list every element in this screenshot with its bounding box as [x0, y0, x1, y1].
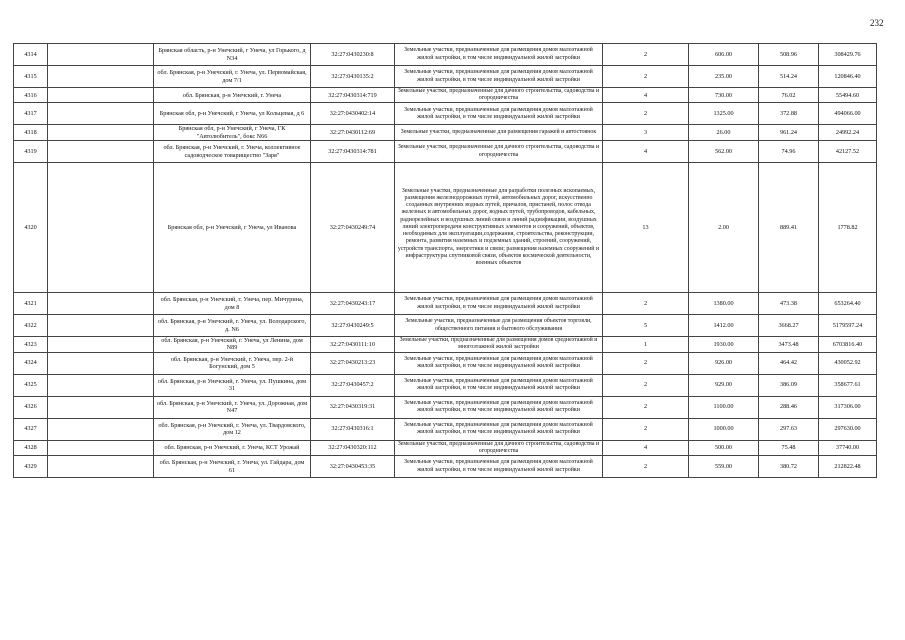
land-use-cell: Земельные участки, предназначенные для размещения домов малоэтажной жилой застройки, в том числе индивидуальной жилой застройки [395, 103, 603, 125]
row-number-cell: 4320 [14, 163, 48, 293]
specific-value-cell: 3668.27 [759, 315, 819, 337]
cadastral-number-cell: 32:27:0430402:14 [311, 103, 395, 125]
empty-cell [48, 44, 154, 66]
area-cell: 929.00 [689, 374, 759, 396]
land-use-cell: Земельные участки, предназначенные для размещения домов малоэтажной жилой застройки, в том числе индивидуальной жилой застройки [395, 44, 603, 66]
empty-cell [48, 440, 154, 455]
table-row [14, 374, 877, 396]
empty-cell [48, 293, 154, 315]
area-cell: 562.00 [689, 141, 759, 163]
area-cell: 559.00 [689, 456, 759, 478]
specific-value-cell: 372.88 [759, 103, 819, 125]
specific-value-cell: 386.09 [759, 374, 819, 396]
cadastral-number-cell: 32:27:0430249:74 [311, 163, 395, 293]
cadastral-number-cell: 32:27:0430316:1 [311, 418, 395, 440]
row-number-cell: 4328 [14, 440, 48, 455]
area-cell: 606.00 [689, 44, 759, 66]
table-row [14, 44, 877, 66]
address-cell: обл. Брянская, р-н Унечский, г. Унеча, ул. Твардовского, дом 12 [154, 418, 311, 440]
cadastral-number-cell: 32:27:0430111:10 [311, 337, 395, 353]
cadastral-value-cell: 317306.00 [819, 396, 877, 418]
land-use-cell: Земельные участки, предназначенные для разработки полезных ископаемых, размещения железнодорожных путей, автомобильных дорог, искусственно созданных внутренних водных путей, причалов, пристаней, полос отвода железных и автомобильных дорог, водных путей, трубопроводов, кабельных, радиорелейных и воздушных линий связи и линий радиофикации, воздушных линий электропередачи конструктивных элементов и сооружений, объектов, необходимых для эксплуатации,содержания, строительства, реконструкции, ремонта, развития наземных и подземных зданий, строений, сооружений, устройств транспорта, энергетики и связи; размещения наземных сооружений и инфраструктуры спутниковой связи, объектов космической деятельности, военных объектов [395, 163, 603, 293]
specific-value-cell: 3473.48 [759, 337, 819, 353]
address-cell: обл. Брянская, р-н Унечский, г. Унеча, коллективное садоводческое товарищество "Заря" [154, 141, 311, 163]
area-cell: 1380.00 [689, 293, 759, 315]
area-cell: 1412.00 [689, 315, 759, 337]
group-cell: 2 [603, 456, 689, 478]
group-cell: 2 [603, 293, 689, 315]
empty-cell [48, 103, 154, 125]
empty-cell [48, 352, 154, 374]
cadastral-value-cell: 308429.76 [819, 44, 877, 66]
cadastral-number-cell: 32:27:0430135:2 [311, 66, 395, 88]
area-cell: 26.00 [689, 125, 759, 141]
table-row [14, 352, 877, 374]
group-cell: 2 [603, 374, 689, 396]
group-cell: 4 [603, 88, 689, 103]
row-number-cell: 4325 [14, 374, 48, 396]
empty-cell [48, 418, 154, 440]
table-row [14, 141, 877, 163]
area-cell: 235.00 [689, 66, 759, 88]
group-cell: 5 [603, 315, 689, 337]
cadastral-number-cell: 32:27:0430453:35 [311, 456, 395, 478]
address-cell: Брянская область, р-н Унечский, г Унеча, ул Горького, д N34 [154, 44, 311, 66]
empty-cell [48, 141, 154, 163]
page-number: 232 [870, 18, 884, 28]
cadastral-value-cell: 430052.92 [819, 352, 877, 374]
specific-value-cell: 961.24 [759, 125, 819, 141]
area-cell: 1930.00 [689, 337, 759, 353]
land-use-cell: Земельные участки, предназначенные для размещения объектов торговли, общественного питания и бытового обслуживания [395, 315, 603, 337]
address-cell: Брянская обл, р-н Унечский, г Унеча, ГК "Автолюбитель", бокс N66 [154, 125, 311, 141]
land-use-cell: Земельные участки, предназначенные для размещения домов малоэтажной жилой застройки, в том числе индивидуальной жилой застройки [395, 352, 603, 374]
row-number-cell: 4319 [14, 141, 48, 163]
cadastral-number-cell: 32:27:0430213:23 [311, 352, 395, 374]
cadastral-value-cell: 1778.82 [819, 163, 877, 293]
group-cell: 2 [603, 418, 689, 440]
specific-value-cell: 74.96 [759, 141, 819, 163]
land-use-cell: Земельные участки, предназначенные для размещения гаражей и автостоянок [395, 125, 603, 141]
row-number-cell: 4326 [14, 396, 48, 418]
empty-cell [48, 396, 154, 418]
empty-cell [48, 125, 154, 141]
land-use-cell: Земельные участки, предназначенные для размещения домов малоэтажной жилой застройки, в том числе индивидуальной жилой застройки [395, 374, 603, 396]
empty-cell [48, 315, 154, 337]
specific-value-cell: 473.38 [759, 293, 819, 315]
land-valuation-table [13, 43, 877, 478]
address-cell: обл. Брянская, р-н Унечский, г. Унеча [154, 88, 311, 103]
cadastral-value-cell: 37740.00 [819, 440, 877, 455]
cadastral-value-cell: 212822.48 [819, 456, 877, 478]
address-cell: обл. Брянская, р-н Унечский, г. Унеча, ул. Первомайская, дом 7/1 [154, 66, 311, 88]
empty-cell [48, 456, 154, 478]
specific-value-cell: 297.63 [759, 418, 819, 440]
area-cell: 1000.00 [689, 418, 759, 440]
group-cell: 2 [603, 103, 689, 125]
table-row [14, 440, 877, 455]
cadastral-number-cell: 32:27:0430314:781 [311, 141, 395, 163]
row-number-cell: 4317 [14, 103, 48, 125]
row-number-cell: 4318 [14, 125, 48, 141]
cadastral-value-cell: 358677.61 [819, 374, 877, 396]
empty-cell [48, 337, 154, 353]
group-cell: 4 [603, 141, 689, 163]
cadastral-value-cell: 494066.00 [819, 103, 877, 125]
specific-value-cell: 464.42 [759, 352, 819, 374]
land-use-cell: Земельные участки, предназначенные для дачного строительства, садоводства и огородничества [395, 88, 603, 103]
group-cell: 2 [603, 44, 689, 66]
address-cell: обл. Брянская, р-н Унечский, г. Унеча, пер. Мичурина, дом 8 [154, 293, 311, 315]
cadastral-number-cell: 32:27:0430319:31 [311, 396, 395, 418]
area-cell: 1100.00 [689, 396, 759, 418]
cadastral-number-cell: 32:27:0430249:5 [311, 315, 395, 337]
area-cell: 500.00 [689, 440, 759, 455]
empty-cell [48, 66, 154, 88]
cadastral-value-cell: 120846.40 [819, 66, 877, 88]
table-row [14, 337, 877, 353]
row-number-cell: 4323 [14, 337, 48, 353]
cadastral-value-cell: 297630.00 [819, 418, 877, 440]
row-number-cell: 4324 [14, 352, 48, 374]
specific-value-cell: 508.96 [759, 44, 819, 66]
table-row [14, 396, 877, 418]
specific-value-cell: 514.24 [759, 66, 819, 88]
address-cell: обл. Брянская, р-н Унечский, г. Унеча, ул. Гайдара, дом 61 [154, 456, 311, 478]
row-number-cell: 4327 [14, 418, 48, 440]
specific-value-cell: 889.41 [759, 163, 819, 293]
area-cell: 926.00 [689, 352, 759, 374]
cadastral-value-cell: 55494.60 [819, 88, 877, 103]
cadastral-number-cell: 32:27:0430457:2 [311, 374, 395, 396]
address-cell: обл. Брянская, р-н Унечский, г. Унеча, ул. Дорожная, дом N47 [154, 396, 311, 418]
area-cell: 2.00 [689, 163, 759, 293]
cadastral-value-cell: 653264.40 [819, 293, 877, 315]
address-cell: Брянская обл, р-н Унечский, г Унеча, ул Кольцевая, д 6 [154, 103, 311, 125]
row-number-cell: 4322 [14, 315, 48, 337]
group-cell: 2 [603, 66, 689, 88]
cadastral-number-cell: 32:27:0430112:69 [311, 125, 395, 141]
row-number-cell: 4329 [14, 456, 48, 478]
table-row [14, 456, 877, 478]
address-cell: обл. Брянская, р-н Унечский, г. Унеча, ул. Володарского, д. N6 [154, 315, 311, 337]
table-row [14, 293, 877, 315]
land-use-cell: Земельные участки, предназначенные для размещения домов малоэтажной жилой застройки, в том числе индивидуальной жилой застройки [395, 418, 603, 440]
group-cell: 13 [603, 163, 689, 293]
address-cell: обл. Брянская, р-н Унечский, г. Унеча, пер. 2-й Богунский, дом 5 [154, 352, 311, 374]
row-number-cell: 4316 [14, 88, 48, 103]
area-cell: 730.00 [689, 88, 759, 103]
empty-cell [48, 163, 154, 293]
table-row [14, 103, 877, 125]
land-use-cell: Земельные участки, предназначенные для дачного строительства, садоводства и огородничества [395, 440, 603, 455]
group-cell: 4 [603, 440, 689, 455]
group-cell: 2 [603, 396, 689, 418]
address-cell: обл. Брянская, р-н Унечский, г. Унеча, ул. Пушкина, дом 31 [154, 374, 311, 396]
cadastral-number-cell: 32:27:0430230:8 [311, 44, 395, 66]
address-cell: обл. Брянская, р-н Унечский, г. Унеча, ул Ленина, дом N89 [154, 337, 311, 353]
land-use-cell: Земельные участки, предназначенные для размещения домов малоэтажной жилой застройки, в том числе индивидуальной жилой застройки [395, 293, 603, 315]
cadastral-value-cell: 5179597.24 [819, 315, 877, 337]
group-cell: 3 [603, 125, 689, 141]
row-number-cell: 4314 [14, 44, 48, 66]
empty-cell [48, 88, 154, 103]
specific-value-cell: 288.46 [759, 396, 819, 418]
address-cell: Брянская обл, р-н Унечский, г Унеча, ул Иванова [154, 163, 311, 293]
cadastral-number-cell: 32:27:0430243:17 [311, 293, 395, 315]
address-cell: обл. Брянская, р-н Унечский, г. Унеча, КСТ Урожай [154, 440, 311, 455]
table-row [14, 315, 877, 337]
land-use-cell: Земельные участки, предназначенные для размещения домов малоэтажной жилой застройки, в том числе индивидуальной жилой застройки [395, 66, 603, 88]
land-use-cell: Земельные участки, предназначенные для размещения домов среднеэтажной и многоэтажной жилой застройки [395, 337, 603, 353]
cadastral-value-cell: 24992.24 [819, 125, 877, 141]
table-row [14, 88, 877, 103]
row-number-cell: 4321 [14, 293, 48, 315]
land-use-cell: Земельные участки, предназначенные для размещения домов малоэтажной жилой застройки, в том числе индивидуальной жилой застройки [395, 456, 603, 478]
cadastral-number-cell: 32:27:0430314:719 [311, 88, 395, 103]
group-cell: 1 [603, 337, 689, 353]
row-number-cell: 4315 [14, 66, 48, 88]
table-row [14, 66, 877, 88]
cadastral-value-cell: 6703816.40 [819, 337, 877, 353]
table-row [14, 163, 877, 293]
empty-cell [48, 374, 154, 396]
land-use-cell: Земельные участки, предназначенные для размещения домов малоэтажной жилой застройки, в том числе индивидуальной жилой застройки [395, 396, 603, 418]
cadastral-number-cell: 32:27:0430320:112 [311, 440, 395, 455]
area-cell: 1325.00 [689, 103, 759, 125]
specific-value-cell: 76.02 [759, 88, 819, 103]
group-cell: 2 [603, 352, 689, 374]
specific-value-cell: 75.48 [759, 440, 819, 455]
cadastral-value-cell: 42127.52 [819, 141, 877, 163]
land-use-cell: Земельные участки, предназначенные для дачного строительства, садоводства и огородничества [395, 141, 603, 163]
specific-value-cell: 380.72 [759, 456, 819, 478]
table-row [14, 418, 877, 440]
table-row [14, 125, 877, 141]
